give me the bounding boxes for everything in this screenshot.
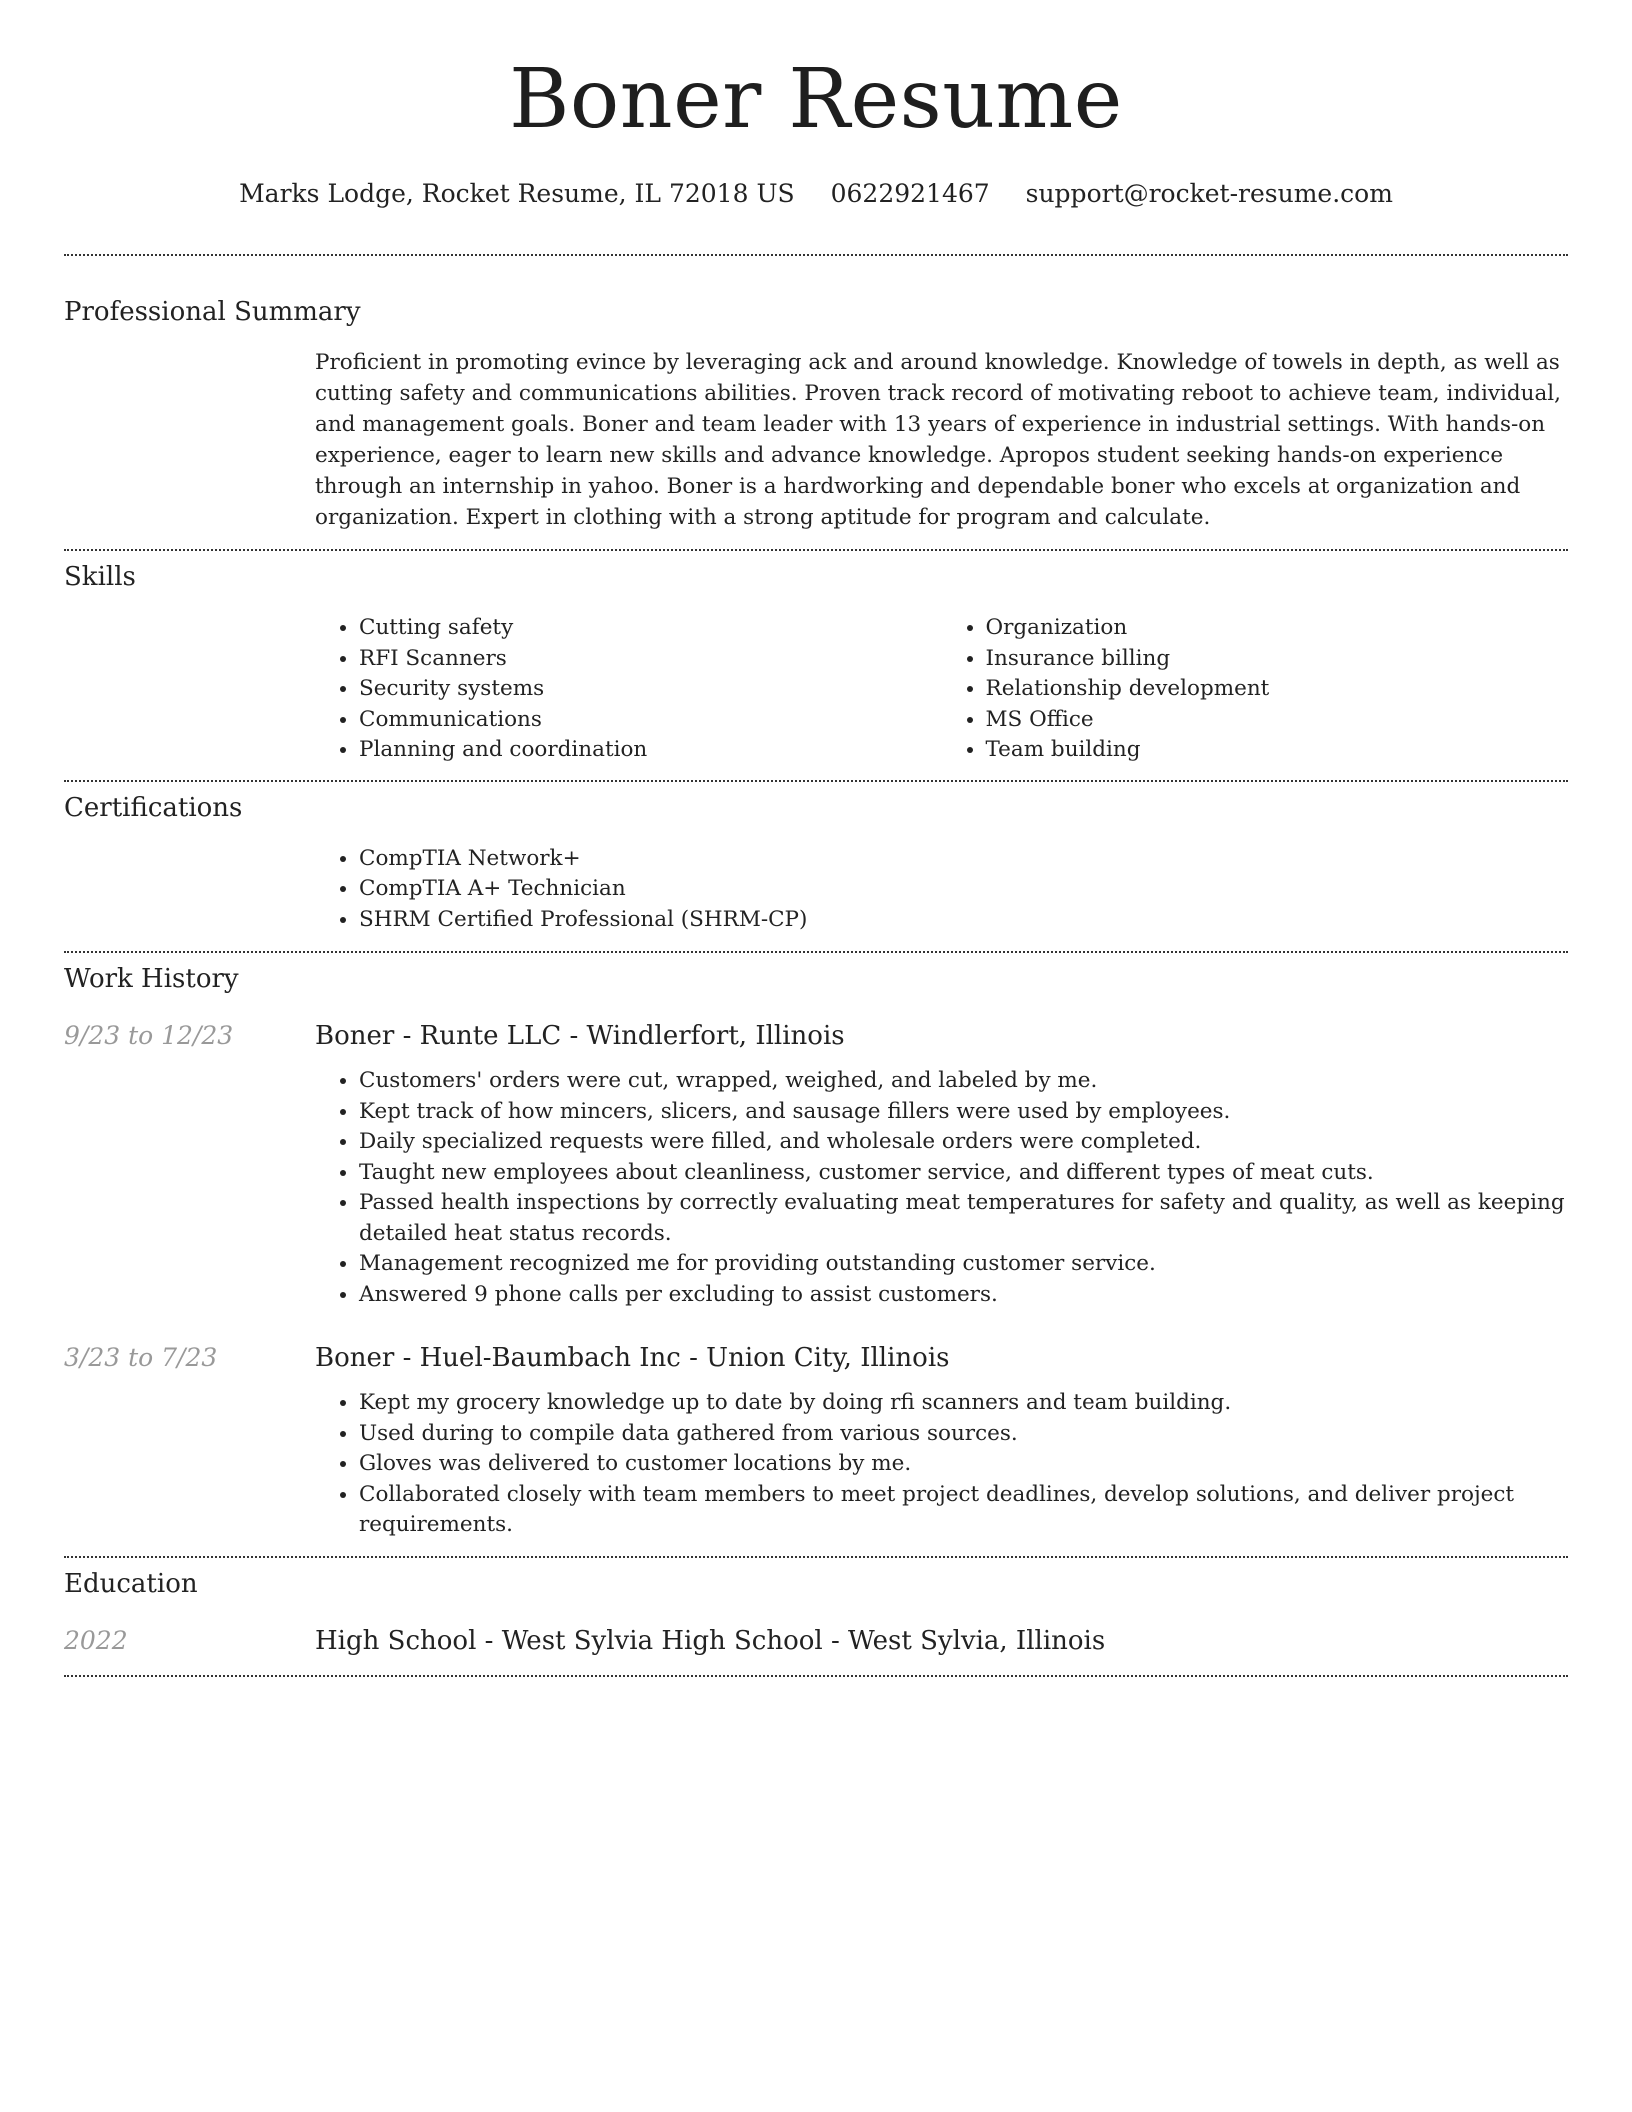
skill-item: • Communications <box>359 705 942 736</box>
work-title: Work History <box>64 964 239 994</box>
job-bullet: • Taught new employees about cleanliness, customer service, and different types of meat cuts. <box>359 1158 1568 1189</box>
job-bullets <box>315 1066 1568 1310</box>
job-date: 3/23 to 7/23 <box>64 1343 218 1372</box>
job-title: Boner - Huel-Baumbach Inc - Union City, Illinois <box>315 1343 950 1373</box>
skill-item: • Team building <box>986 735 1569 766</box>
job-bullet: • Daily specialized requests were filled, and wholesale orders were completed. <box>359 1127 1568 1158</box>
job-entry <box>64 1020 1568 1310</box>
contact-email: support@rocket-resume.com <box>1025 179 1393 208</box>
contact-line <box>0 178 1632 210</box>
resume-header <box>0 0 1632 210</box>
skill-item: • Relationship development <box>986 674 1569 705</box>
certification-item: • CompTIA A+ Technician <box>359 874 1568 905</box>
skill-item: • MS Office <box>986 705 1569 736</box>
education-date: 2022 <box>64 1625 128 1655</box>
certifications-list <box>315 844 1568 936</box>
certification-item: • SHRM Certified Professional (SHRM-CP) <box>359 905 1568 936</box>
skill-item: • Cutting safety <box>359 613 942 644</box>
job-title: Boner - Runte LLC - Windlerfort, Illinois <box>315 1021 845 1051</box>
education-title-line: High School - West Sylvia High School - West Sylvia, Illinois <box>315 1625 1106 1656</box>
contact-address: Marks Lodge, Rocket Resume, IL 72018 US <box>239 179 795 208</box>
divider <box>64 1675 1568 1677</box>
certifications-section <box>0 782 1632 952</box>
summary-text: Proficient in promoting evince by leveraging ack and around knowledge. Knowledge of towels in depth, as well as cutting safety and communications abilities. Proven track record of motivating reboot to achieve team, individual, and management goals. Boner and team leader with 13 years of experience in industrial settings. With hands-on experience, eager to learn new skills and advance knowledge. Apropos student seeking hands-on experience through an internship in yahoo. Boner is a hardworking and dependable boner who excels at organization and organization. Expert in clothing with a strong aptitude for program and calculate. <box>315 350 1561 530</box>
contact-phone: 0622921467 <box>830 179 990 208</box>
job-bullet: • Answered 9 phone calls per excluding to assist customers. <box>359 1280 1568 1311</box>
skills-title: Skills <box>64 562 136 592</box>
skill-item: • Organization <box>986 613 1569 644</box>
job-bullet: • Gloves was delivered to customer locations by me. <box>359 1449 1568 1480</box>
skills-list-right <box>942 613 1569 766</box>
skills-list-left <box>315 613 942 766</box>
job-bullet: • Kept my grocery knowledge up to date by doing rfi scanners and team building. <box>359 1388 1568 1419</box>
job-bullet: • Passed health inspections by correctly evaluating meat temperatures for safety and quality, as well as keeping detailed heat status records. <box>359 1188 1568 1249</box>
certifications-title: Certifications <box>64 792 243 823</box>
education-entry <box>64 1625 1568 1675</box>
job-entry <box>64 1342 1568 1556</box>
job-bullets <box>315 1388 1568 1541</box>
summary-section <box>0 256 1632 549</box>
work-section <box>0 953 1632 1556</box>
education-title: Education <box>64 1568 198 1599</box>
skill-item: • RFI Scanners <box>359 644 942 675</box>
job-bullet: • Collaborated closely with team members to meet project deadlines, develop solutions, and deliver project requirements. <box>359 1480 1568 1541</box>
job-bullet: • Management recognized me for providing outstanding customer service. <box>359 1249 1568 1280</box>
candidate-name: Boner Resume <box>509 52 1123 147</box>
skill-item: • Planning and coordination <box>359 735 942 766</box>
education-section <box>0 1558 1632 1675</box>
job-bullet: • Used during to compile data gathered from various sources. <box>359 1419 1568 1450</box>
skill-item: • Insurance billing <box>986 644 1569 675</box>
job-date: 9/23 to 12/23 <box>64 1021 234 1050</box>
skill-item: • Security systems <box>359 674 942 705</box>
job-bullet: • Kept track of how mincers, slicers, and sausage fillers were used by employees. <box>359 1097 1568 1128</box>
job-bullet: • Customers' orders were cut, wrapped, weighed, and labeled by me. <box>359 1066 1568 1097</box>
skills-section <box>0 551 1632 780</box>
certification-item: • CompTIA Network+ <box>359 844 1568 875</box>
summary-title: Professional Summary <box>64 297 361 327</box>
